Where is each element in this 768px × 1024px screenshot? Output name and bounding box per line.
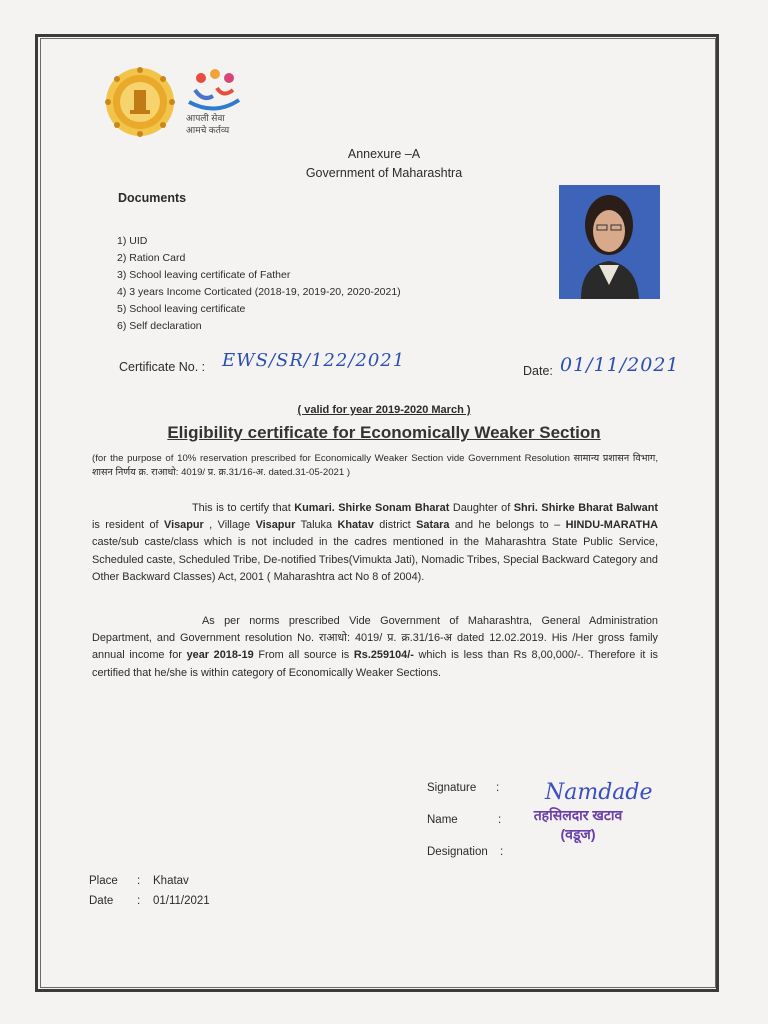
place-colon: : xyxy=(137,875,141,887)
tagline-line-2: आमचे कर्तव्य xyxy=(186,125,230,135)
income-amount: Rs.259104/- xyxy=(353,649,414,662)
footer-date-colon: : xyxy=(137,895,141,907)
district: Satara xyxy=(416,519,450,532)
place-label: Place xyxy=(89,875,118,887)
p1-text: Daughter of xyxy=(449,502,514,514)
signature-colon: : xyxy=(496,782,500,794)
stamp-line-1: तहसिलदार खटाव xyxy=(533,807,623,823)
village: Visapur xyxy=(255,519,296,532)
certificate-title: Eligibility certificate for Economically Weaker Section xyxy=(167,423,601,442)
footer-date-value: 01/11/2021 xyxy=(153,895,210,907)
caste: HINDU-MARATHA xyxy=(565,519,658,532)
residence: Visapur xyxy=(164,519,204,532)
income-paragraph xyxy=(92,613,658,682)
p1-text: caste/sub caste/class which is not included in the cadres mentioned in the Maharashtra State Public Service, Scheduled caste, Scheduled Tribe, De-notified Tribes(Vimukta Jati), Nomadic Tribes, Special Backward Category and Other Backward Classes) Act, 2001 ( Maharashtra act No 8 of 2004). xyxy=(92,536,658,583)
p2-text: As per norms prescribed Vide Government of Maharashtra, General Administration Department, and Government resolution No. राआधो: 4019/ प्र. क्र.31/16-अ dated 12.02.2019. His /Her gross family annual income for xyxy=(92,615,658,662)
document-item: 3) School leaving certificate of Father xyxy=(117,269,291,281)
p2-text: From all source is xyxy=(253,649,354,662)
certificate-number-value: EWS/SR/122/2021 xyxy=(222,350,406,371)
designation-label: Designation xyxy=(427,846,488,858)
validity-note: ( valid for year 2019-2020 March ) xyxy=(297,404,471,416)
designation-colon: : xyxy=(500,846,504,858)
date-row xyxy=(89,895,210,907)
document-item: 5) School leaving certificate xyxy=(117,303,246,315)
tagline-line-1: आपली सेवा xyxy=(186,113,225,123)
p1-text: This is to certify that xyxy=(192,502,295,514)
maharashtra-seal-icon xyxy=(104,66,176,138)
footer-date-label: Date xyxy=(89,895,114,907)
document-item: 4) 3 years Income Corticated (2018-19, 2019-20, 2020-2021) xyxy=(117,286,401,298)
date-label: Date: xyxy=(523,364,553,378)
documents-heading: Documents xyxy=(118,191,187,205)
certificate-number-label: Certificate No. : xyxy=(119,360,206,374)
p1-text: Taluka xyxy=(295,519,338,532)
stamp-line-2: (वडूज) xyxy=(560,826,596,842)
p2-text: which is less than Rs 8,00,000/-. Therefore it is certified that he/she is within category of Economically Weaker Sections. xyxy=(92,649,658,679)
document-item: 6) Self declaration xyxy=(117,320,202,332)
name-label: Name xyxy=(427,814,458,826)
document-item: 2) Ration Card xyxy=(117,252,186,264)
applicant-name: Kumari. Shirke Sonam Bharat xyxy=(294,502,450,514)
p1-text: district xyxy=(373,519,417,532)
logo-tagline xyxy=(186,112,229,136)
p1-text: , Village xyxy=(203,519,256,532)
documents-list xyxy=(117,233,401,335)
tehsildar-stamp xyxy=(519,806,637,844)
income-year: year 2018-19 xyxy=(186,649,254,662)
name-colon: : xyxy=(498,814,502,826)
p1-text: is resident of xyxy=(92,519,164,532)
officer-signature: Namdade xyxy=(545,780,653,805)
document-item: 1) UID xyxy=(117,235,148,247)
place-row xyxy=(89,875,189,887)
p1-text: and he belongs to – xyxy=(449,519,566,532)
father-name: Shri. Shirke Bharat Balwant xyxy=(513,502,658,514)
annexure-heading: Annexure –A xyxy=(347,147,421,161)
taluka: Khatav xyxy=(337,519,374,532)
date-value: 01/11/2021 xyxy=(560,354,680,376)
purpose-note: (for the purpose of 10% reservation prescribed for Economically Weaker Section vide Government Resolution सामान्य प्रशासन विभाग, शासन निर्णय क्र. राआधो: 4019/ प्र. क्र.31/16-अ. dated.31-05-2021 ) xyxy=(92,453,658,478)
certification-paragraph xyxy=(92,500,658,586)
place-value: Khatav xyxy=(153,875,189,887)
signature-label: Signature xyxy=(427,782,477,794)
applicant-photo xyxy=(559,185,660,299)
government-heading: Government of Maharashtra xyxy=(305,166,463,180)
